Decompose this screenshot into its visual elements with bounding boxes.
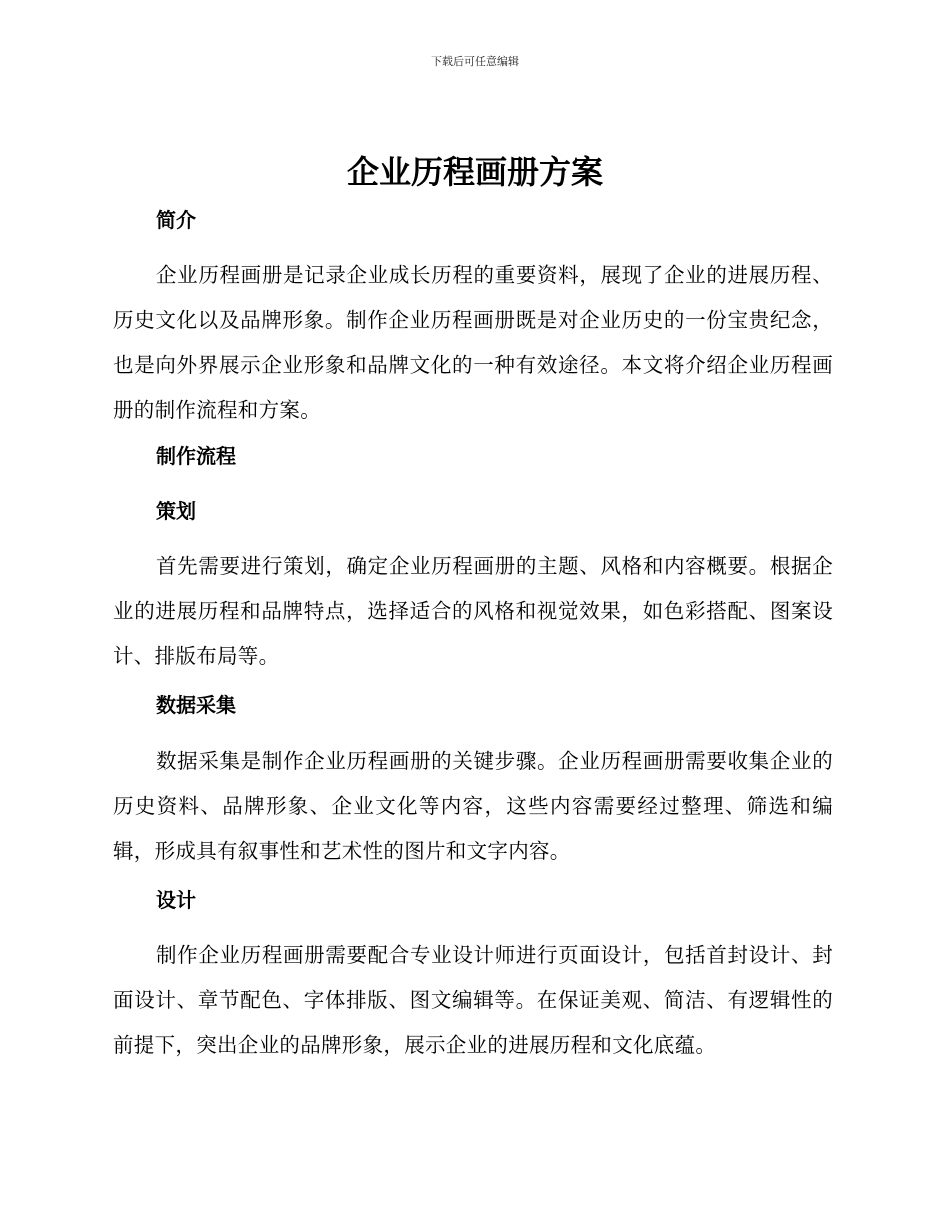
- section-heading-data: 数据采集: [156, 693, 236, 717]
- section-heading-planning: 策划: [156, 499, 196, 523]
- paragraph-data: 数据采集是制作企业历程画册的关键步骤。企业历程画册需要收集企业的历史资料、品牌形象、企业文化等内容，这些内容需要经过整理、筛选和编辑，形成具有叙事性和艺术性的图片和文字内容。: [113, 749, 833, 863]
- document-title: 企业历程画册方案: [346, 153, 603, 191]
- section-heading-design: 设计: [156, 888, 196, 912]
- section-heading-intro: 简介: [156, 208, 196, 232]
- paragraph-design: 制作企业历程画册需要配合专业设计师进行页面设计，包括首封设计、封面设计、章节配色、字体排版、图文编辑等。在保证美观、简洁、有逻辑性的前提下，突出企业的品牌形象，展示企业的进展历程和文化底蕴。: [113, 943, 833, 1057]
- paragraph-planning: 首先需要进行策划，确定企业历程画册的主题、风格和内容概要。根据企业的进展历程和品牌特点，选择适合的风格和视觉效果，如色彩搭配、图案设计、排版布局等。: [113, 554, 833, 668]
- paragraph-intro: 企业历程画册是记录企业成长历程的重要资料，展现了企业的进展历程、历史文化以及品牌形象。制作企业历程画册既是对企业历史的一份宝贵纪念，也是向外界展示企业形象和品牌文化的一种有效途径。本文将介绍企业历程画册的制作流程和方案。: [113, 263, 833, 422]
- header-note: 下载后可任意编辑: [431, 55, 519, 68]
- section-heading-process: 制作流程: [156, 444, 236, 468]
